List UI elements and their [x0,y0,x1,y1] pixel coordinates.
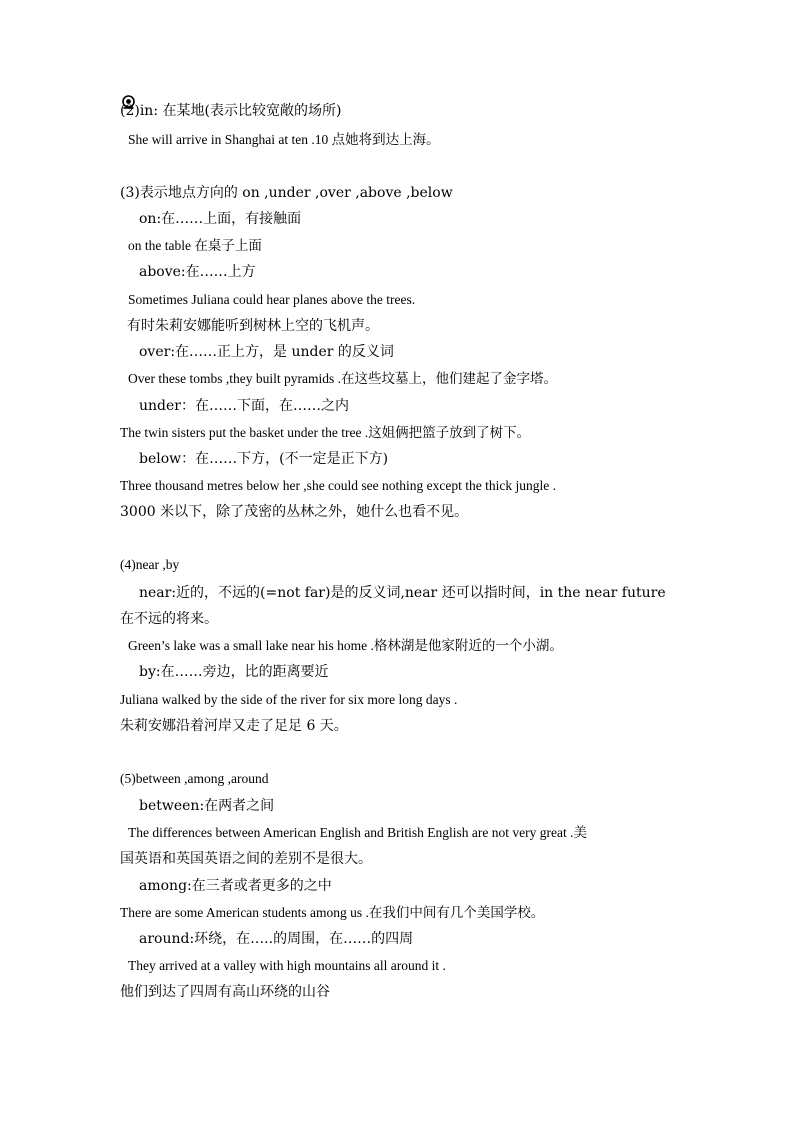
definition-near-continued: 在不远的将来。 [120,611,218,627]
definition-near: near:近的，不远的(=not far)是的反义词,near 还可以指时间，in the near future [139,585,666,601]
section-2-heading: (2)in: 在某地(表示比较宽敞的场所) [120,103,342,119]
example-sentence: Sometimes Juliana could hear planes above the trees. [128,292,416,307]
example-translation: 国英语和英国英语之间的差别不是很大。 [120,851,372,867]
example-sentence: The differences between American English and British English are not very great .美 [128,825,587,840]
example-translation: 有时朱莉安娜能听到树林上空的飞机声。 [127,318,379,334]
example-translation: 他们到达了四周有高山环绕的山谷 [120,984,330,1000]
definition-by: by:在……旁边，比的距离要近 [139,664,329,680]
example-sentence: The twin sisters put the basket under the tree .这姐俩把篮子放到了树下。 [120,425,531,440]
definition-on: on:在……上面，有接触面 [139,211,302,227]
example-sentence: Juliana walked by the side of the river for six more long days . [120,692,458,707]
section-4-heading: (4)near ,by [120,557,180,572]
example-sentence: Over these tombs ,they built pyramids .在这些坟墓上，他们建起了金字塔。 [128,371,557,386]
definition-above: above:在……上方 [139,264,256,280]
definition-among: among:在三者或者更多的之中 [139,878,332,894]
definition-between: between:在两者之间 [139,798,275,814]
definition-around: around:环绕，在…..的周围，在……的四周 [139,931,414,947]
example-translation: 3000 米以下，除了茂密的丛林之外，她什么也看不见。 [120,504,469,520]
section-5-heading: (5)between ,among ,around [120,771,269,786]
definition-below: below：在……下方，(不一定是正下方) [139,451,389,467]
example-translation: 朱莉安娜沿着河岸又走了足足 6 天。 [120,718,348,734]
section-3-heading: (3)表示地点方向的 on ,under ,over ,above ,below [120,185,453,201]
example-sentence: There are some American students among us .在我们中间有几个美国学校。 [120,905,545,920]
definition-under: under：在……下面，在……之内 [139,398,349,414]
example-sentence: She will arrive in Shanghai at ten .10 点她将到达上海。 [128,132,440,147]
definition-over: over:在……正上方，是 under 的反义词 [139,344,394,360]
example-phrase: on the table 在桌子上面 [128,238,262,253]
example-sentence: Three thousand metres below her ,she could see nothing except the thick jungle . [120,478,556,493]
example-sentence: Green’s lake was a small lake near his home .格林湖是他家附近的一个小湖。 [128,638,563,653]
example-sentence: They arrived at a valley with high mountains all around it . [128,958,446,973]
